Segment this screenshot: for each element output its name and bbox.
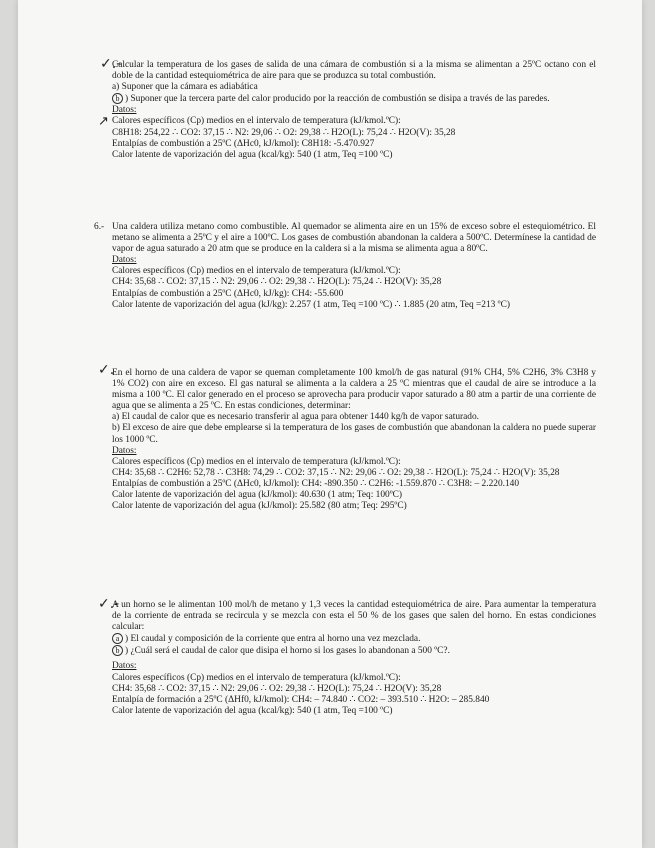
problem-3-part-b: b) El exceso de aire que debe emplearse si la temperatura de los gases de combustión que abandonan la caldera no puede superar los 1000 ºC. <box>112 423 596 445</box>
problem-1-data-3: Entalpías de combustión a 25ºC (ΔHc0, kJ/kmol): C8H18: -5.470.927 <box>112 138 375 149</box>
circled-letter-b: b <box>112 93 123 104</box>
problem-1-part-a: a) Suponer que la cámara es adiabática <box>112 82 258 93</box>
problem-6-statement: Una caldera utiliza metano como combustible. Al quemador se alimenta aire en un 15% de exceso sobre el estequiométrico. El metano se alimenta a 25ºC y el aire a 100ºC. Los gases de combustión abandonan la caldera a 500ºC. Determínese la cantidad de vapor de agua saturado a 20 atm que se produce en la caldera si a la misma se alimenta agua a 80ºC. <box>112 222 596 255</box>
problem-6-datos: Datos: <box>112 255 137 266</box>
problem-1-data-1: Calores específicos (Cp) medios en el intervalo de temperatura (kJ/kmol.ºC): <box>112 116 401 127</box>
problem-4-data-4: Calor latente de vaporización del agua (kcal/kg): 540 (1 atm, Teq =100 ºC) <box>112 705 393 716</box>
check-mark-2: ✓. <box>98 362 115 378</box>
problem-1 <box>112 60 596 161</box>
problem-3-part-a: a) El caudal de calor que es necesario transferir al agua para obtener 1440 kg/h de vapor saturado. <box>112 412 480 423</box>
problem-6-data-3: Entalpías de combustión a 25ºC (ΔHc0, kJ/kg): CH4: -55.600 <box>112 288 344 299</box>
circled-letter-a: a <box>112 633 123 644</box>
problem-3-data-2: CH4: 35,68 ∴ C2H6: 52,78 ∴ C3H8: 74,29 ∴ CO2: 37,15 ∴ N2: 29,06 ∴ O2: 29,38 ∴ H2O(L): 75,24 ∴ H2O(V): 35,28 <box>112 467 560 478</box>
problem-4-data-1: Calores específicos (Cp) medios en el intervalo de temperatura (kJ/kmol.ºC): <box>112 672 401 683</box>
problem-6-data-1: Calores específicos (Cp) medios en el intervalo de temperatura (kJ/kmol.ºC): <box>112 266 401 277</box>
problem-1-part-b: b ) Suponer que la tercera parte del calor producido por la reacción de combustión se disipa a través de las paredes. <box>112 93 596 105</box>
problem-6 <box>112 222 596 311</box>
problem-3-data-1: Calores específicos (Cp) medios en el intervalo de temperatura (kJ/kmol.ºC): <box>112 456 401 467</box>
document-page <box>18 0 642 848</box>
problem-3-datos: Datos: <box>112 445 137 456</box>
problem-1-statement: Calcular la temperatura de los gases de salida de una cámara de combustión si a la misma se alimentan a 25ºC octano con el doble de la cantidad estequiométrica de aire para que se produzca su total combustión. <box>112 60 596 82</box>
problem-number-6: 6.- <box>94 222 105 232</box>
check-mark-1: ✓.- <box>100 56 122 72</box>
problem-3-data-5: Calor latente de vaporización del agua (kJ/kmol): 25.582 (80 atm; Teq: 295ºC) <box>112 501 407 512</box>
problem-1-data-4: Calor latente de vaporización del agua (kcal/kg): 540 (1 atm, Teq =100 ºC) <box>112 149 393 160</box>
problem-1-datos: Datos: <box>112 105 137 116</box>
problem-4-part-b: b ) ¿Cuál será el caudal de calor que disipa el horno si los gases lo abandonan a 500 ºC?. <box>112 645 596 657</box>
problem-6-data-4: Calor latente de vaporización del agua (kJ/kg): 2.257 (1 atm, Teq =100 ºC) ∴ 1.885 (20 atm, Teq =213 ºC) <box>112 299 510 310</box>
problem-6-data-2: CH4: 35,68 ∴ CO2: 37,15 ∴ N2: 29,06 ∴ O2: 29,38 ∴ H2O(L): 75,24 ∴ H2O(V): 35,28 <box>112 277 442 288</box>
problem-4-datos: Datos: <box>112 661 137 672</box>
problem-4-data-3: Entalpía de formación a 25ºC (ΔHf0, kJ/kmol): CH4: – 74.840 ∴ CO2: – 393.510 ∴ H2O: – 285.840 <box>112 694 490 705</box>
problem-3 <box>112 368 596 512</box>
arrow-mark-icon: ↗ <box>98 114 109 129</box>
problem-3-data-3: Entalpías de combustión a 25ºC (ΔHc0, kJ/kmol): CH4: -890.350 ∴ C2H6: -1.559.870 ∴ C3H8: – 2.220.140 <box>112 478 520 489</box>
problem-4-data-2: CH4: 35,68 ∴ CO2: 37,15 ∴ N2: 29,06 ∴ O2: 29,38 ∴ H2O(L): 75,24 ∴ H2O(V): 35,28 <box>112 683 442 694</box>
problem-1-data-2: C8H18: 254,22 ∴ CO2: 37,15 ∴ N2: 29,06 ∴ O2: 29,38 ∴ H2O(L): 75,24 ∴ H2O(V): 35,28 <box>112 127 456 138</box>
check-mark-3: ✓.- <box>98 596 120 612</box>
circled-letter-b: b <box>112 645 123 656</box>
problem-4-part-a: a ) El caudal y composición de la corriente que entra al horno una vez mezclada. <box>112 633 596 645</box>
problem-3-data-4: Calor latente de vaporización del agua (kJ/kmol): 40.630 (1 atm; Teq: 100ºC) <box>112 490 403 501</box>
problem-4 <box>112 600 596 717</box>
problem-3-statement: En el horno de una caldera de vapor se queman completamente 100 kmol/h de gas natural (91% CH4, 5% C2H6, 3% C3H8 y 1% CO2) con aire en exceso. El gas natural se alimenta a la caldera a 25 ºC mientras que el caudal de aire se introduce a la misma a 100 ºC. El calor generado en el proceso se aprovecha para producir vapor saturado a 80 atm a partir de una corriente de agua que se alimenta a 25 ºC. En estas condiciones, determinar: <box>112 368 596 412</box>
problem-4-statement: A un horno se le alimentan 100 mol/h de metano y 1,3 veces la cantidad estequiométrica de aire. Para aumentar la temperatura de la corriente de entrada se recircula y se mezcla con esta el 50 % de los gases que salen del horno. En estas condiciones calcular: <box>112 600 596 633</box>
